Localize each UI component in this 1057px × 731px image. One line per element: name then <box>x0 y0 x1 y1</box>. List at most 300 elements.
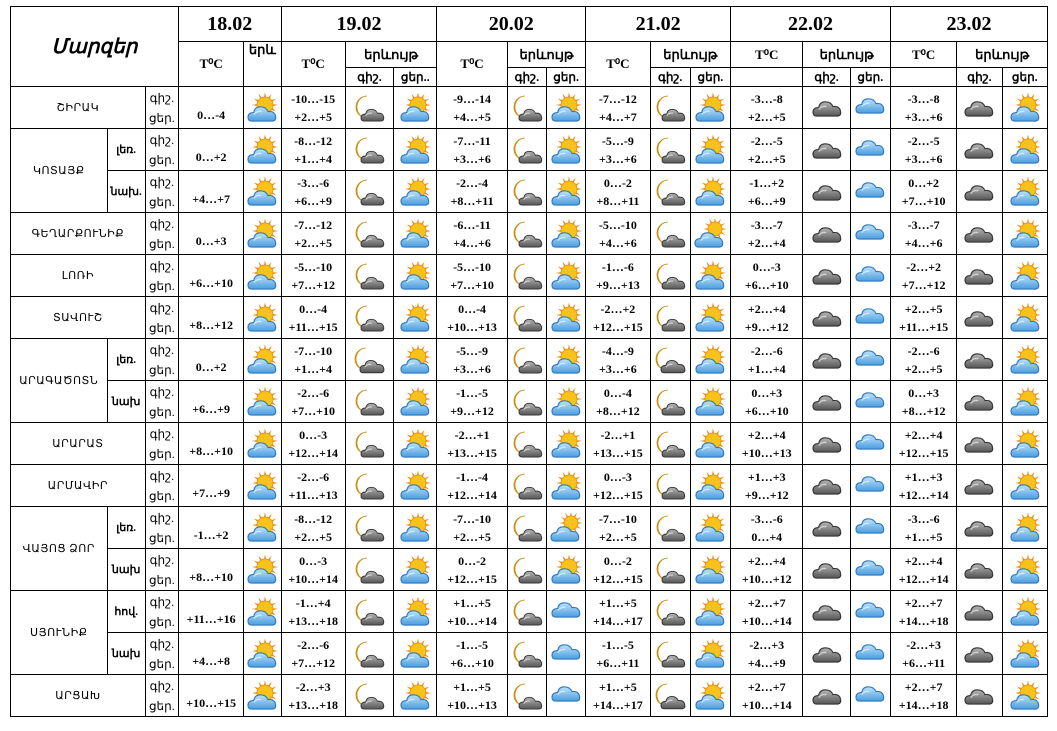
temp-night: +2…+5 <box>904 301 943 316</box>
date-header: 21.02 <box>586 7 731 42</box>
day-icon-cell <box>1002 171 1047 213</box>
sun-behind-cloud-icon <box>547 471 585 501</box>
day-icon-cell <box>850 549 890 591</box>
table-row <box>11 465 1048 507</box>
temp-cell <box>731 213 803 255</box>
temp-night: +4…+8 <box>192 653 230 668</box>
weather-icon-cell <box>244 423 281 465</box>
moon-cloud-icon <box>346 387 393 417</box>
day-icon-cell <box>546 213 585 255</box>
moon-cloud-icon <box>508 93 546 123</box>
temp-night: +1…+3 <box>747 469 786 484</box>
day-header: ցեր.. <box>394 68 437 87</box>
day-icon-cell <box>850 507 890 549</box>
moon-cloud-icon <box>346 681 393 711</box>
temp-day: +10…+14 <box>288 571 339 586</box>
day-icon-cell <box>546 87 585 129</box>
night-icon-cell <box>957 549 1002 591</box>
night-header: գիշ. <box>507 68 546 87</box>
temp-cell <box>437 255 507 297</box>
sun-behind-cloud-icon <box>1003 303 1047 333</box>
sun-behind-cloud-icon <box>547 261 585 291</box>
dark-cloud-icon <box>803 303 849 333</box>
dark-cloud-icon <box>803 345 849 375</box>
night-header: գիշ. <box>650 68 690 87</box>
day-label: ցեր. <box>148 236 175 251</box>
temp-cell <box>586 213 650 255</box>
temp-cell <box>731 171 803 213</box>
sun-behind-cloud-icon <box>691 303 730 333</box>
dark-cloud-icon <box>957 555 1001 585</box>
day-icon-cell <box>850 423 890 465</box>
night-icon-cell <box>650 633 690 675</box>
temp-night: -2…-6 <box>297 637 330 652</box>
day-icon-cell <box>850 213 890 255</box>
day-icon-cell <box>690 297 730 339</box>
temp-day: +13…+18 <box>288 697 339 712</box>
night-label: գիշ. <box>149 216 175 231</box>
weather-icon-cell <box>244 633 281 675</box>
night-label: գիշ. <box>149 174 175 189</box>
temp-day: +2…+5 <box>747 109 786 124</box>
temp-night: -6…-11 <box>453 217 491 232</box>
dark-cloud-icon <box>957 303 1001 333</box>
temp-cell <box>586 465 650 507</box>
day-label: ցեր. <box>148 110 175 125</box>
night-header: գիշ. <box>803 68 850 87</box>
temp-day: +3…+6 <box>904 151 943 166</box>
temp-cell <box>281 591 345 633</box>
night-icon-cell <box>507 591 546 633</box>
region-name: ԼՈՌԻ <box>11 255 146 297</box>
sun-behind-cloud-icon <box>547 555 585 585</box>
dark-cloud-icon <box>803 639 849 669</box>
day-label: ցեր. <box>148 152 175 167</box>
night-icon-cell <box>507 507 546 549</box>
night-day-label <box>145 381 178 423</box>
dark-cloud-icon <box>803 471 849 501</box>
temp-day: +2…+5 <box>904 361 943 376</box>
night-icon-cell <box>803 339 850 381</box>
night-icon-cell <box>803 423 850 465</box>
temp-day: +4…+6 <box>904 235 943 250</box>
moon-cloud-icon <box>651 93 690 123</box>
phenomenon-header: երևույթ <box>803 42 891 68</box>
temp-night: +2…+4 <box>747 301 786 316</box>
temp-day: +4…+6 <box>599 235 637 250</box>
date-header: 22.02 <box>731 7 891 42</box>
temp-night: +1…+5 <box>453 679 491 694</box>
temp-cell <box>281 675 345 717</box>
sun-behind-cloud-icon <box>1003 345 1047 375</box>
dark-cloud-icon <box>957 93 1001 123</box>
moon-cloud-icon <box>651 639 690 669</box>
temp-day: +3…+6 <box>599 361 637 376</box>
temp-day: +6…+9 <box>294 193 333 208</box>
temp-night: -3…-7 <box>750 217 783 232</box>
sun-behind-cloud-icon <box>1003 261 1047 291</box>
temp-cell <box>437 381 507 423</box>
temp-night: -2…-4 <box>456 175 489 190</box>
night-day-label <box>145 675 178 717</box>
temp-night: 0…-3 <box>299 427 328 442</box>
temp-cell <box>281 465 345 507</box>
moon-cloud-icon <box>651 177 690 207</box>
moon-cloud-icon <box>508 513 546 543</box>
temp-day: +7…+12 <box>291 655 336 670</box>
temp-night: -2…+3 <box>295 679 331 694</box>
temp-day: +13…+15 <box>447 445 497 460</box>
moon-cloud-icon <box>508 345 546 375</box>
day-icon-cell <box>394 255 437 297</box>
night-icon-cell <box>803 675 850 717</box>
night-icon-cell <box>507 339 546 381</box>
temp-cell <box>178 381 243 423</box>
dark-cloud-icon <box>957 387 1001 417</box>
temp-night: -1…-4 <box>456 469 489 484</box>
weather-icon-cell <box>244 591 281 633</box>
weather-icon-cell <box>244 129 281 171</box>
temp-night: -1…-5 <box>601 637 634 652</box>
table-row <box>11 423 1048 465</box>
temp-night: 0…+3 <box>195 233 227 248</box>
temp-day: +11…+15 <box>899 319 949 334</box>
dark-cloud-icon <box>803 429 849 459</box>
temp-night: +2…+4 <box>904 553 943 568</box>
weather-icon-cell <box>244 507 281 549</box>
temp-cell <box>178 465 243 507</box>
table-row <box>11 633 1048 675</box>
night-icon-cell <box>803 591 850 633</box>
temp-night: +2…+4 <box>904 427 943 442</box>
night-icon-cell <box>345 87 393 129</box>
night-icon-cell <box>957 213 1002 255</box>
day-label: ցեր. <box>148 656 175 671</box>
night-icon-cell <box>957 339 1002 381</box>
temp-day: +2…+4 <box>747 235 786 250</box>
moon-cloud-icon <box>508 177 546 207</box>
day-label: ցեր. <box>148 530 175 545</box>
temp-day: +12…+14 <box>898 571 949 586</box>
temp-night: 0…+3 <box>751 385 783 400</box>
weather-icon-cell <box>244 213 281 255</box>
day-icon-cell <box>546 507 585 549</box>
date-header: 18.02 <box>178 7 281 42</box>
dark-cloud-icon <box>957 513 1001 543</box>
night-icon-cell <box>650 423 690 465</box>
day-icon-cell <box>690 465 730 507</box>
day-icon-cell <box>546 591 585 633</box>
sun-behind-cloud-icon <box>1003 387 1047 417</box>
day-icon-cell <box>690 339 730 381</box>
day-label: ցեր. <box>148 362 175 377</box>
temp-night: -2…+1 <box>600 427 636 442</box>
moon-cloud-icon <box>508 387 546 417</box>
night-icon-cell <box>345 465 393 507</box>
night-icon-cell <box>803 129 850 171</box>
temp-night: +1…+5 <box>453 595 491 610</box>
temp-night: 0…-4 <box>197 107 226 122</box>
temp-cell <box>178 87 243 129</box>
night-icon-cell <box>507 171 546 213</box>
day-label: ցեր. <box>148 614 175 629</box>
sun-behind-cloud-icon <box>394 219 436 249</box>
forecast-table <box>10 6 1048 717</box>
day-icon-cell <box>850 675 890 717</box>
temp-day: +4…+5 <box>453 109 491 124</box>
sun-blue-cloud-icon <box>691 219 730 249</box>
temp-header: T⁰C <box>731 42 803 68</box>
night-icon-cell <box>507 87 546 129</box>
day-label: ցեր. <box>148 572 175 587</box>
temp-night: -2…-6 <box>750 343 783 358</box>
temp-day: +7…+10 <box>901 193 946 208</box>
night-icon-cell <box>345 213 393 255</box>
night-icon-cell <box>803 87 850 129</box>
temp-night: -3…-8 <box>750 91 783 106</box>
blue-cloud-icon <box>851 429 890 459</box>
sun-behind-cloud-icon <box>547 429 585 459</box>
day-icon-cell <box>690 171 730 213</box>
dark-cloud-icon <box>957 429 1001 459</box>
phenomenon-header: երևույթ <box>345 42 437 68</box>
temp-day: +7…+12 <box>901 277 946 292</box>
blue-cloud-icon <box>851 219 890 249</box>
night-icon-cell <box>345 507 393 549</box>
day-icon-cell <box>546 171 585 213</box>
sun-behind-cloud-icon <box>691 555 730 585</box>
weather-icon-cell <box>244 87 281 129</box>
empty-header-cell <box>731 68 803 87</box>
day-icon-cell <box>690 675 730 717</box>
day-icon-cell <box>394 591 437 633</box>
temp-day: +4…+6 <box>453 235 491 250</box>
temp-night: -7…-10 <box>294 343 333 358</box>
day-icon-cell <box>1002 339 1047 381</box>
dark-cloud-icon <box>803 261 849 291</box>
moon-cloud-icon <box>346 303 393 333</box>
temp-day: +2…+5 <box>453 529 491 544</box>
moon-cloud-icon <box>651 261 690 291</box>
night-label: գիշ. <box>149 552 175 567</box>
temp-night: 0…+2 <box>195 359 227 374</box>
temp-cell <box>731 507 803 549</box>
sun-behind-cloud-icon <box>394 261 436 291</box>
temp-night: -3…-8 <box>907 91 940 106</box>
night-icon-cell <box>803 297 850 339</box>
temp-night: -5…-10 <box>453 259 492 274</box>
night-icon-cell <box>345 255 393 297</box>
day-icon-cell <box>1002 549 1047 591</box>
table-row <box>11 507 1048 549</box>
sun-behind-cloud-icon <box>547 345 585 375</box>
temp-day: +4…+7 <box>599 109 637 124</box>
temp-cell <box>281 339 345 381</box>
sun-behind-cloud-icon <box>691 681 730 711</box>
subregion-label: նախ <box>107 381 145 423</box>
temp-day: +6…+11 <box>596 655 640 670</box>
temp-night: +6…+10 <box>189 275 233 290</box>
sun-behind-cloud-icon <box>547 177 585 207</box>
temp-night: +8…+10 <box>189 443 233 458</box>
subregion-label: լեռ. <box>107 339 145 381</box>
temp-night: +11…+16 <box>186 611 236 626</box>
temp-cell <box>731 339 803 381</box>
temp-cell <box>437 87 507 129</box>
moon-cloud-icon <box>651 303 690 333</box>
night-icon-cell <box>957 423 1002 465</box>
temp-cell <box>281 297 345 339</box>
moon-dark-cloud-icon <box>651 345 690 375</box>
night-icon-cell <box>507 213 546 255</box>
night-icon-cell <box>345 591 393 633</box>
temp-cell <box>890 255 956 297</box>
region-name: ԱՐՄԱՎԻՐ <box>11 465 146 507</box>
day-icon-cell <box>394 87 437 129</box>
sun-behind-cloud-icon <box>394 597 436 627</box>
night-day-label <box>145 297 178 339</box>
temp-night: +1…+3 <box>904 469 943 484</box>
day-icon-cell <box>850 381 890 423</box>
temp-day: +2…+5 <box>294 529 333 544</box>
day-icon-cell <box>850 171 890 213</box>
night-day-label <box>145 129 178 171</box>
sun-behind-cloud-icon <box>691 177 730 207</box>
night-icon-cell <box>650 381 690 423</box>
temp-cell <box>437 549 507 591</box>
temp-night: +7…+9 <box>192 485 230 500</box>
temp-cell <box>731 423 803 465</box>
region-name: ՏԱՎՈՒՇ <box>11 297 146 339</box>
dark-cloud-icon <box>803 597 849 627</box>
temp-night: -1…-5 <box>456 385 489 400</box>
date-header: 23.02 <box>890 7 1047 42</box>
moon-cloud-icon <box>651 429 690 459</box>
sun-behind-cloud-icon <box>1003 471 1047 501</box>
temp-night: +10…+15 <box>186 695 236 710</box>
temp-cell <box>281 423 345 465</box>
day-icon-cell <box>394 465 437 507</box>
day-header: ցեր. <box>850 68 890 87</box>
temp-day: 0…+4 <box>751 529 783 544</box>
moon-cloud-icon <box>651 135 690 165</box>
sun-behind-cloud-icon <box>1003 681 1047 711</box>
sun-behind-cloud-icon <box>691 387 730 417</box>
dark-cloud-icon <box>957 261 1001 291</box>
table-row <box>11 549 1048 591</box>
day-icon-cell <box>394 549 437 591</box>
night-label: գիշ. <box>149 258 175 273</box>
sun-behind-cloud-icon <box>394 135 436 165</box>
temp-night: -5…-9 <box>456 343 489 358</box>
phenomenon-header: երևույթ <box>957 42 1048 68</box>
night-icon-cell <box>803 255 850 297</box>
moon-cloud-icon <box>508 681 546 711</box>
temp-cell <box>281 381 345 423</box>
sun-behind-cloud-icon <box>1003 135 1047 165</box>
blue-cloud-icon <box>851 555 890 585</box>
temp-night: 0…-4 <box>458 301 487 316</box>
temp-cell <box>586 507 650 549</box>
dark-cloud-icon <box>803 555 849 585</box>
temp-cell <box>178 129 243 171</box>
temp-day: +8…+11 <box>450 193 494 208</box>
region-name: ՍՅՈՒՆԻՔ <box>11 591 108 675</box>
temp-cell <box>437 465 507 507</box>
temp-night: -3…-6 <box>750 511 783 526</box>
table-row <box>11 591 1048 633</box>
date-header: 20.02 <box>437 7 586 42</box>
temp-cell <box>178 591 243 633</box>
temp-night: +1…+5 <box>599 595 637 610</box>
temp-cell <box>731 675 803 717</box>
sun-behind-cloud-icon <box>244 555 280 585</box>
temp-cell <box>586 549 650 591</box>
dark-cloud-icon <box>957 471 1001 501</box>
temp-header: T⁰C <box>437 42 507 87</box>
temp-day: +14…+18 <box>898 697 949 712</box>
day-icon-cell <box>394 297 437 339</box>
temp-cell <box>890 213 956 255</box>
sun-behind-cloud-icon <box>394 303 436 333</box>
night-label: գիշ. <box>149 90 175 105</box>
temp-night: -2…-5 <box>750 133 783 148</box>
sun-behind-cloud-icon <box>691 639 730 669</box>
day-icon-cell <box>690 549 730 591</box>
temp-cell <box>731 633 803 675</box>
region-name: ՎԱՅՈՑ ՁՈՐ <box>11 507 108 591</box>
day-label: ցեր. <box>148 404 175 419</box>
sun-behind-cloud-icon <box>1003 93 1047 123</box>
night-icon-cell <box>803 213 850 255</box>
temp-night: +1…+5 <box>599 679 637 694</box>
moon-cloud-icon <box>508 303 546 333</box>
temp-cell <box>281 129 345 171</box>
temp-cell <box>731 129 803 171</box>
temp-cell <box>437 591 507 633</box>
temp-night: -9…-14 <box>453 91 492 106</box>
temp-header: T⁰C <box>178 42 243 87</box>
temp-cell <box>178 423 243 465</box>
night-icon-cell <box>650 213 690 255</box>
temp-cell <box>437 633 507 675</box>
moon-cloud-icon <box>651 513 690 543</box>
day-icon-cell <box>1002 381 1047 423</box>
night-icon-cell <box>345 423 393 465</box>
night-icon-cell <box>345 549 393 591</box>
night-day-label <box>145 549 178 591</box>
night-icon-cell <box>345 297 393 339</box>
temp-day: +7…+10 <box>450 277 494 292</box>
temp-night: +2…+7 <box>904 595 943 610</box>
moon-cloud-icon <box>508 219 546 249</box>
day-header: ցեր. <box>690 68 730 87</box>
regions-header: Մարզեր <box>11 7 179 87</box>
night-icon-cell <box>345 171 393 213</box>
sun-behind-cloud-icon <box>691 429 730 459</box>
day-icon-cell <box>546 255 585 297</box>
dark-cloud-icon <box>803 177 849 207</box>
day-icon-cell <box>850 297 890 339</box>
temp-night: -2…+3 <box>749 637 785 652</box>
sun-behind-cloud-icon <box>691 597 730 627</box>
dark-cloud-icon <box>957 597 1001 627</box>
moon-cloud-icon <box>508 639 546 669</box>
day-icon-cell <box>1002 129 1047 171</box>
sun-behind-cloud-icon <box>1003 639 1047 669</box>
moon-cloud-icon <box>346 639 393 669</box>
temp-day: +3…+6 <box>599 151 637 166</box>
